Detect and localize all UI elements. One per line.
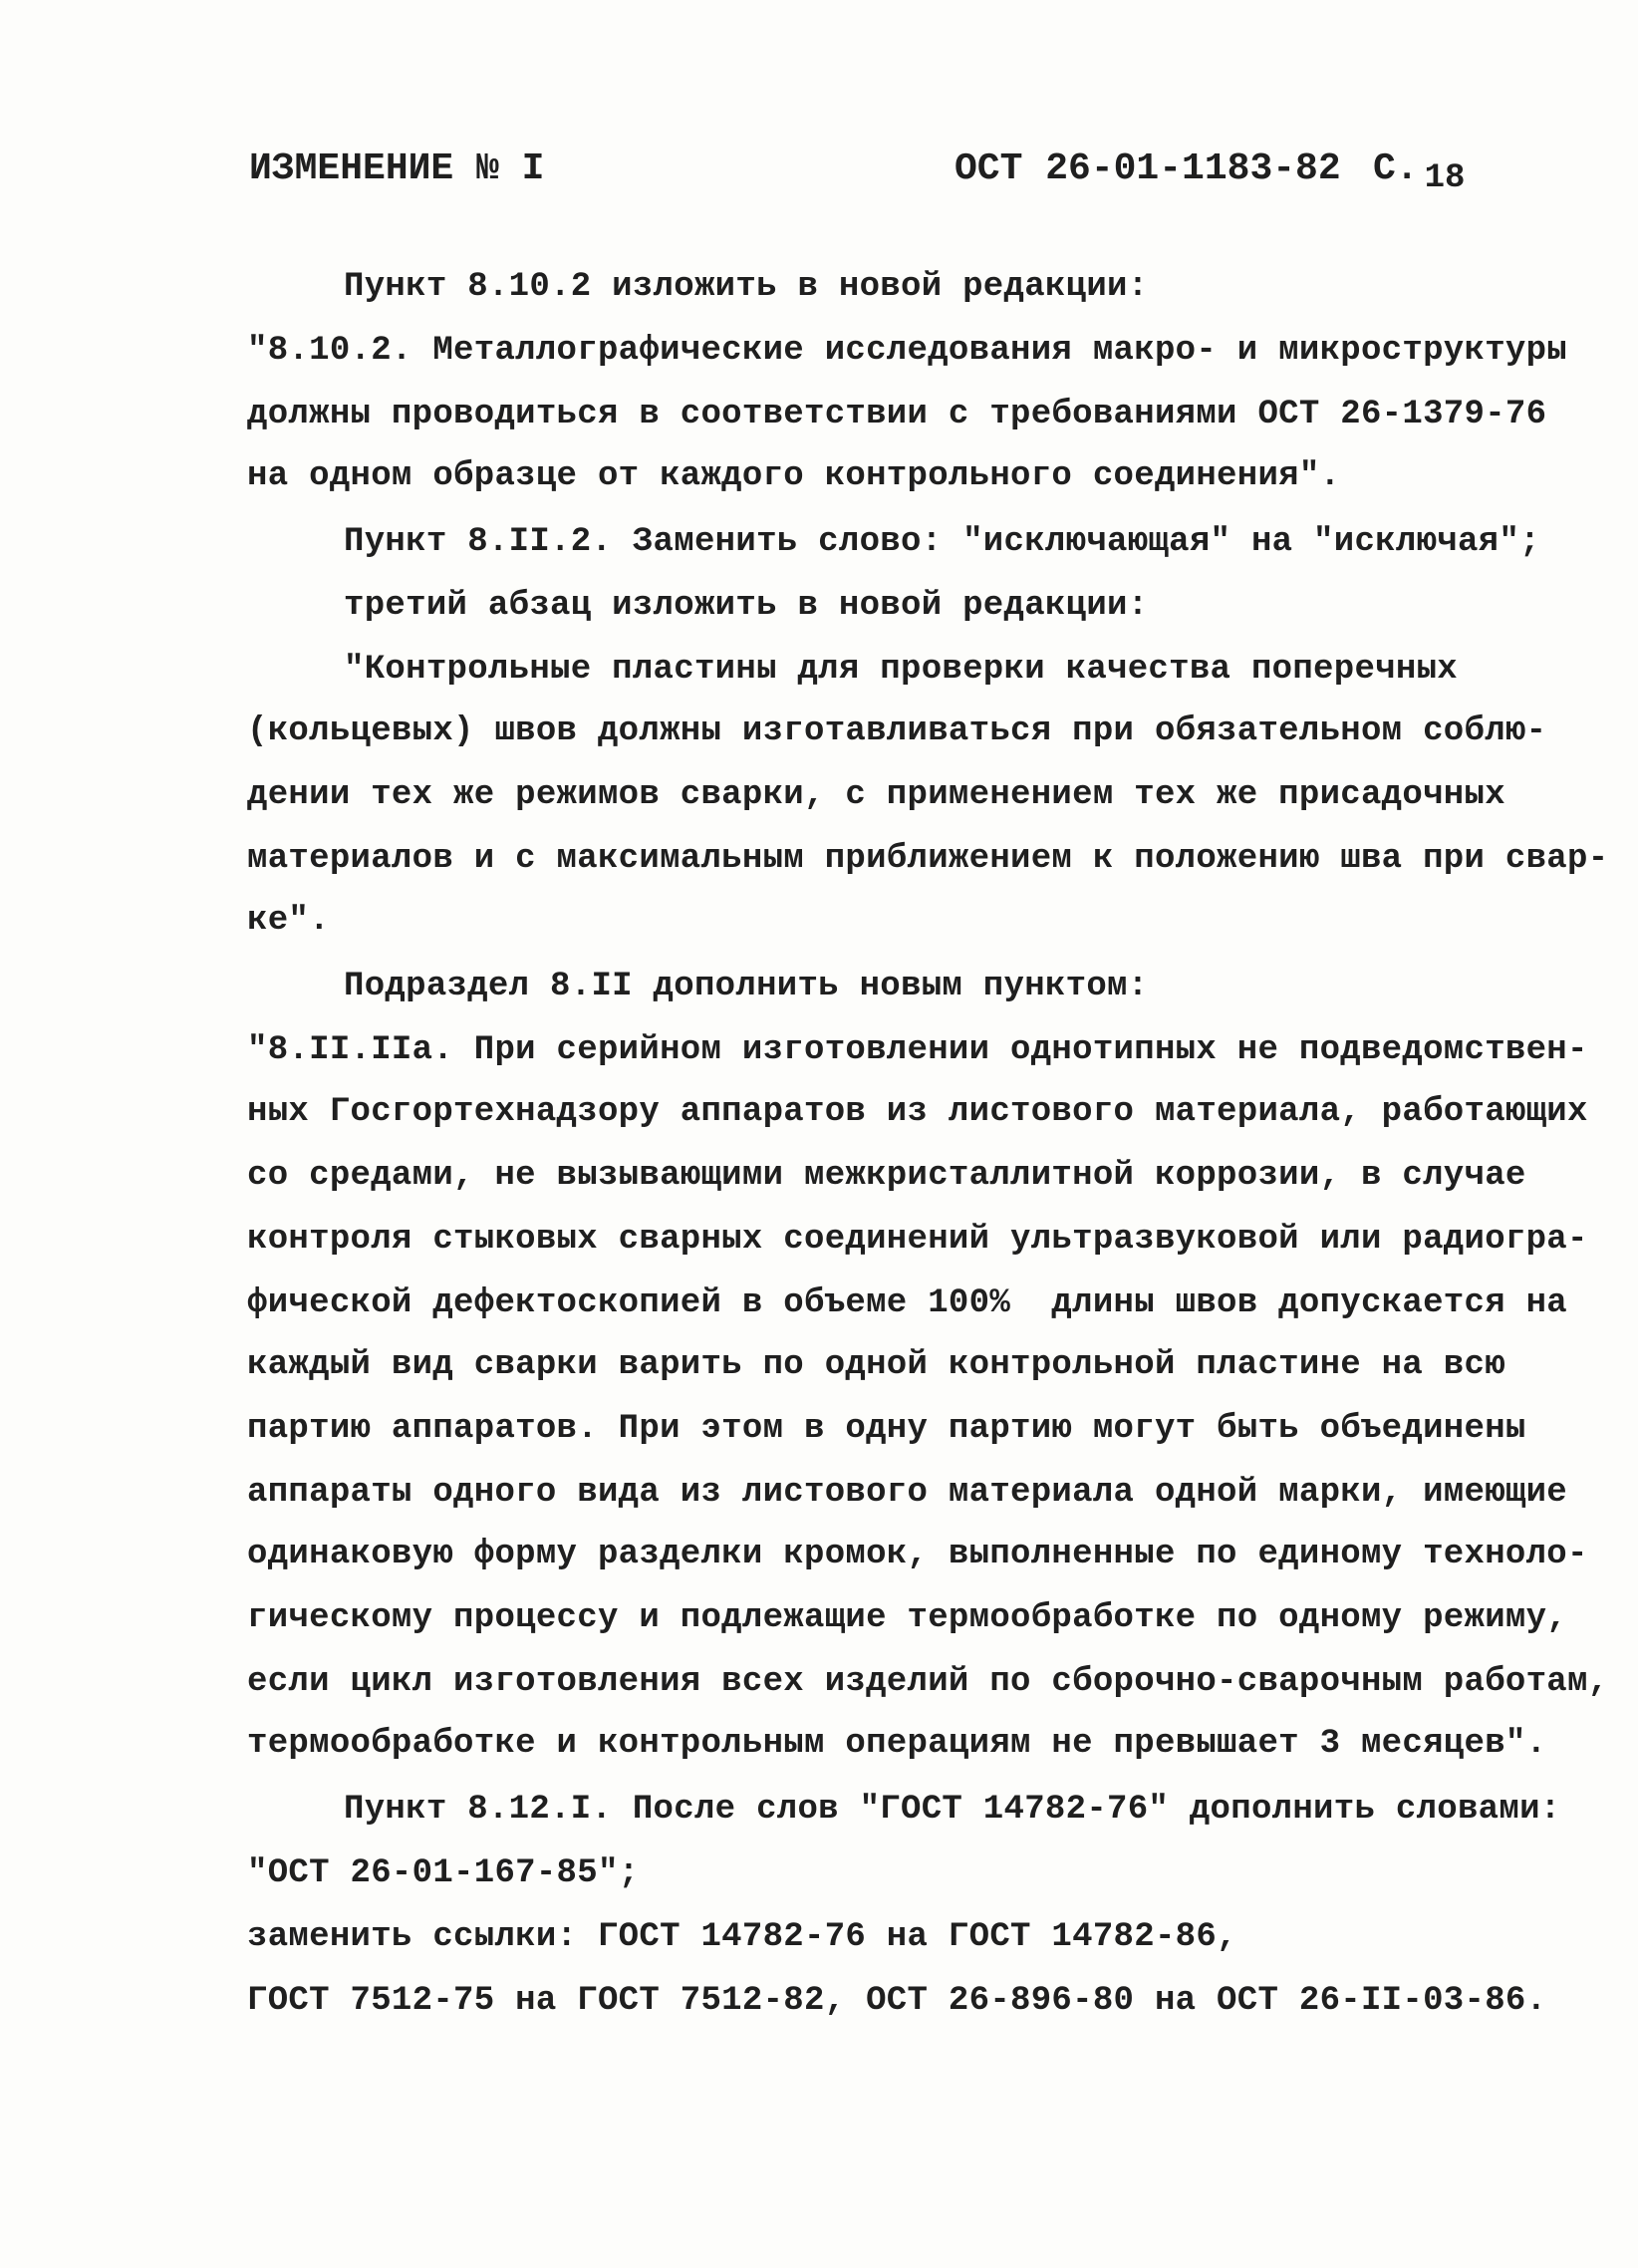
text-line: "8.10.2. Металлографические исследования макро- и микроструктуры [247, 332, 1568, 370]
text-line: фической дефектоскопией в объеме 100% длины швов допускается на [247, 1284, 1568, 1322]
page-indicator [1373, 147, 1466, 197]
text-line: если цикл изготовления всех изделий по сборочно-сварочным работам, [247, 1663, 1609, 1701]
text-line: аппараты одного вида из листового материала одной марки, имеющие [247, 1474, 1568, 1512]
text-line: на одном образце от каждого контрольного соединения". [247, 457, 1341, 495]
text-line: со средами, не вызывающими межкристаллитной коррозии, в случае [247, 1157, 1526, 1195]
text-line: заменить ссылки: ГОСТ 14782-76 на ГОСТ 14782-86, [247, 1918, 1237, 1956]
text-line: каждый вид сварки варить по одной контрольной пластине на всю [247, 1346, 1505, 1384]
text-line: "ОСТ 26-01-167-85"; [247, 1854, 640, 1892]
page-prefix: С. [1373, 147, 1419, 190]
text-line: "Контрольные пластины для проверки качества поперечных [344, 651, 1458, 689]
text-line: Пункт 8.10.2 изложить в новой редакции: [344, 268, 1149, 306]
text-line: ных Госгортехнадзору аппаратов из листового материала, работающих [247, 1093, 1588, 1131]
change-number: ИЗМЕНЕНИЕ № I [249, 147, 545, 190]
text-line: Подраздел 8.II дополнить новым пунктом: [344, 968, 1149, 1005]
text-line: (кольцевых) швов должны изготавливаться при обязательном соблю- [247, 712, 1547, 750]
page-header [249, 147, 1518, 207]
text-line: дении тех же режимов сварки, с применением тех же присадочных [247, 776, 1505, 814]
text-line: одинаковую форму разделки кромок, выполненные по единому техноло- [247, 1536, 1588, 1573]
text-line: должны проводиться в соответствии с требованиями ОСТ 26-1379-76 [247, 396, 1547, 433]
text-line: материалов и с максимальным приближением к положению шва при свар- [247, 840, 1609, 878]
text-line: ке". [247, 902, 330, 940]
page-number: 18 [1424, 159, 1466, 197]
standard-number: ОСТ 26-01-1183-82 [955, 147, 1341, 190]
text-line: гическому процессу и подлежащие термообработке по одному режиму, [247, 1599, 1568, 1637]
text-line: партию аппаратов. При этом в одну партию могут быть объединены [247, 1410, 1526, 1448]
text-line: ГОСТ 7512-75 на ГОСТ 7512-82, ОСТ 26-896-80 на ОСТ 26-II-03-86. [247, 1982, 1547, 2020]
text-line: термообработке и контрольным операциям не превышает 3 месяцев". [247, 1725, 1547, 1763]
text-line: Пункт 8.II.2. Заменить слово: "исключающая" на "исключая"; [344, 523, 1540, 561]
text-line: "8.II.IIа. При серийном изготовлении однотипных не подведомствен- [247, 1031, 1588, 1069]
text-line: Пункт 8.12.I. После слов "ГОСТ 14782-76" дополнить словами: [344, 1791, 1561, 1829]
text-line: третий абзац изложить в новой редакции: [344, 587, 1149, 625]
text-line: контроля стыковых сварных соединений ультразвуковой или радиогра- [247, 1221, 1588, 1259]
